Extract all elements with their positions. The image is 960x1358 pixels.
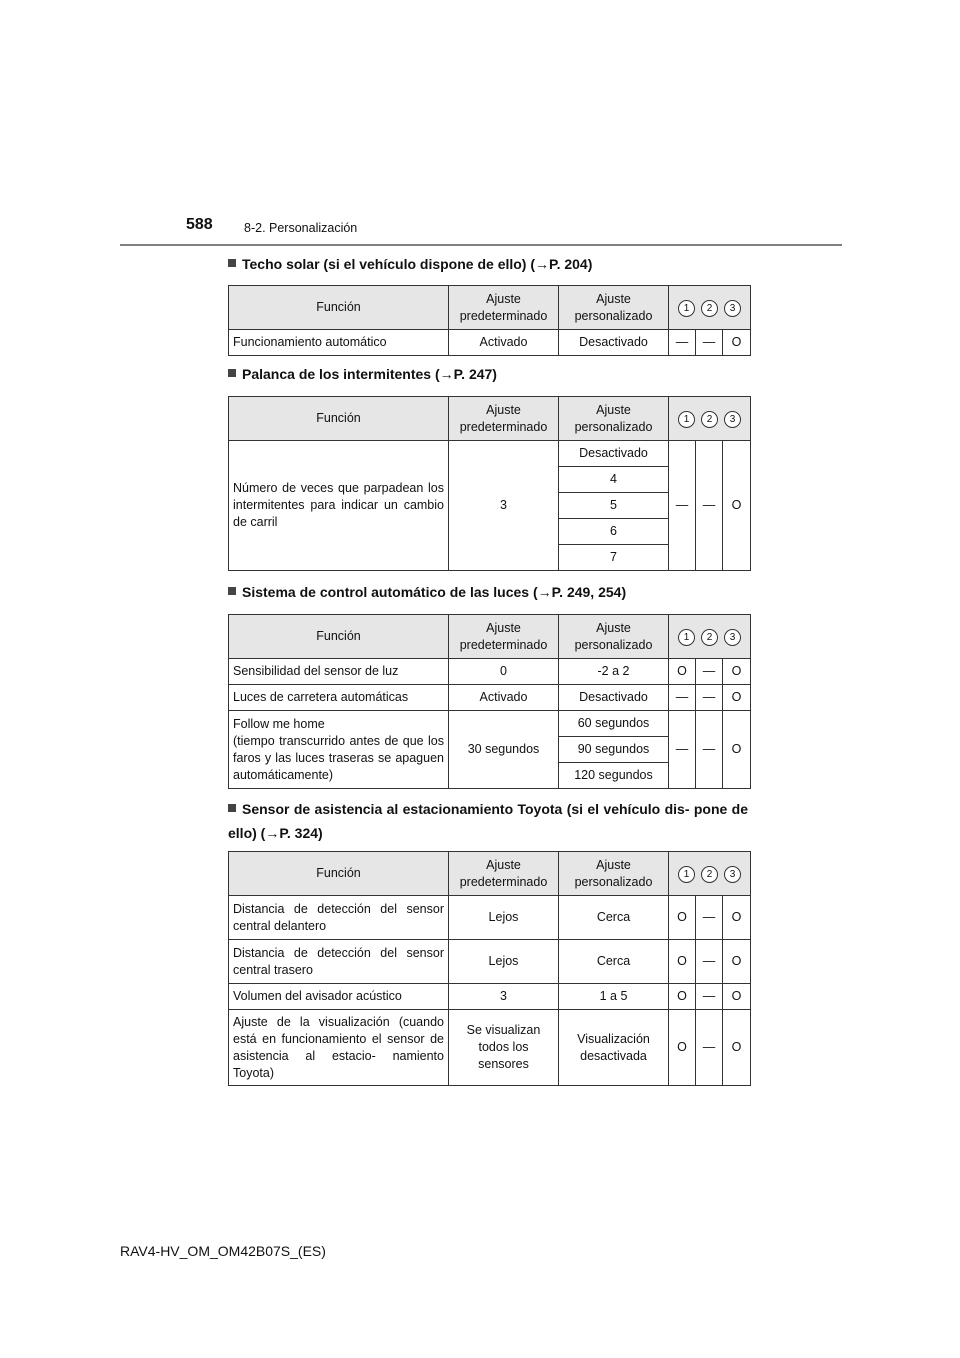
table-header-row (229, 286, 751, 330)
table-row: 6 (229, 519, 751, 545)
circle-3-icon: 3 (724, 300, 741, 317)
page-number: 588 (186, 216, 213, 233)
table-palanca-intermitentes (228, 396, 751, 571)
circle-2-icon: 2 (701, 866, 718, 883)
col-circles (669, 852, 751, 896)
circle-1-icon: 1 (678, 629, 695, 646)
table-header-row (229, 852, 751, 896)
table-sensor-estacionamiento (228, 851, 751, 1086)
circle-3-icon: 3 (724, 411, 741, 428)
circle-1-icon: 1 (678, 300, 695, 317)
circle-2-icon: 2 (701, 300, 718, 317)
col-circles (669, 615, 751, 659)
bullet-square-icon (228, 587, 236, 595)
circle-1-icon: 1 (678, 411, 695, 428)
table-header-row (229, 397, 751, 441)
col-predeterminado: Ajuste predeterminado (449, 852, 559, 896)
bullet-square-icon (228, 369, 236, 377)
heading-palanca-intermitentes: Palanca de los intermitentes (→P. 247) (228, 362, 748, 386)
table-control-luces (228, 614, 751, 789)
table-row: Luces de carretera automáticas Activado Desactivado — — O (229, 685, 751, 711)
table-row: Distancia de detección del sensor central delantero Lejos Cerca O — O (229, 896, 751, 940)
table-row: Ajuste de la visualización (cuando está en funcionamiento el sensor de asistencia al estacio- namiento Toyota) Se visualizan todos los sensores Visualización desactivada O — O (229, 1010, 751, 1086)
table-row: Volumen del avisador acústico 3 1 a 5 O — O (229, 984, 751, 1010)
col-circles (669, 397, 751, 441)
col-funcion: Función (229, 286, 449, 330)
table-row: 120 segundos (229, 763, 751, 789)
section-title: 8-2. Personalización (244, 221, 358, 235)
col-personalizado: Ajuste personalizado (559, 615, 669, 659)
heading-control-luces: Sistema de control automático de las luces (→P. 249, 254) (228, 580, 748, 604)
circle-3-icon: 3 (724, 629, 741, 646)
table-row: 90 segundos (229, 737, 751, 763)
circle-2-icon: 2 (701, 629, 718, 646)
heading-techo-solar: Techo solar (si el vehículo dispone de ello) (→P. 204) (228, 252, 748, 276)
circle-2-icon: 2 (701, 411, 718, 428)
col-personalizado: Ajuste personalizado (559, 852, 669, 896)
heading-sensor-estacionamiento: Sensor de asistencia al estacionamiento Toyota (si el vehículo dis- pone de ello) (→P. 324) (228, 801, 748, 841)
col-predeterminado: Ajuste predeterminado (449, 286, 559, 330)
footer-code: RAV4-HV_OM_OM42B07S_(ES) (120, 1243, 326, 1259)
col-circles (669, 286, 751, 330)
col-funcion: Función (229, 615, 449, 659)
table-row: Follow me home (tiempo transcurrido antes de que los faros y las luces traseras se apaguen automáticamente) 30 segundos 60 segundos — — O (229, 711, 751, 737)
bullet-square-icon (228, 259, 236, 267)
col-predeterminado: Ajuste predeterminado (449, 615, 559, 659)
bullet-square-icon (228, 804, 236, 812)
table-row: 4 (229, 467, 751, 493)
table-row: Distancia de detección del sensor central trasero Lejos Cerca O — O (229, 940, 751, 984)
table-row: 7 (229, 545, 751, 571)
col-personalizado: Ajuste personalizado (559, 286, 669, 330)
col-personalizado: Ajuste personalizado (559, 397, 669, 441)
header-rule (120, 244, 842, 246)
table-row: Número de veces que parpadean los intermitentes para indicar un cambio de carril 3 Desactivado — — O (229, 441, 751, 467)
table-row: Funcionamiento automático Activado Desactivado — — O (229, 330, 751, 356)
table-techo-solar (228, 285, 751, 356)
col-predeterminado: Ajuste predeterminado (449, 397, 559, 441)
table-row: Sensibilidad del sensor de luz 0 -2 a 2 O — O (229, 659, 751, 685)
col-funcion: Función (229, 397, 449, 441)
circle-1-icon: 1 (678, 866, 695, 883)
col-funcion: Función (229, 852, 449, 896)
circle-3-icon: 3 (724, 866, 741, 883)
table-row: 5 (229, 493, 751, 519)
table-header-row (229, 615, 751, 659)
